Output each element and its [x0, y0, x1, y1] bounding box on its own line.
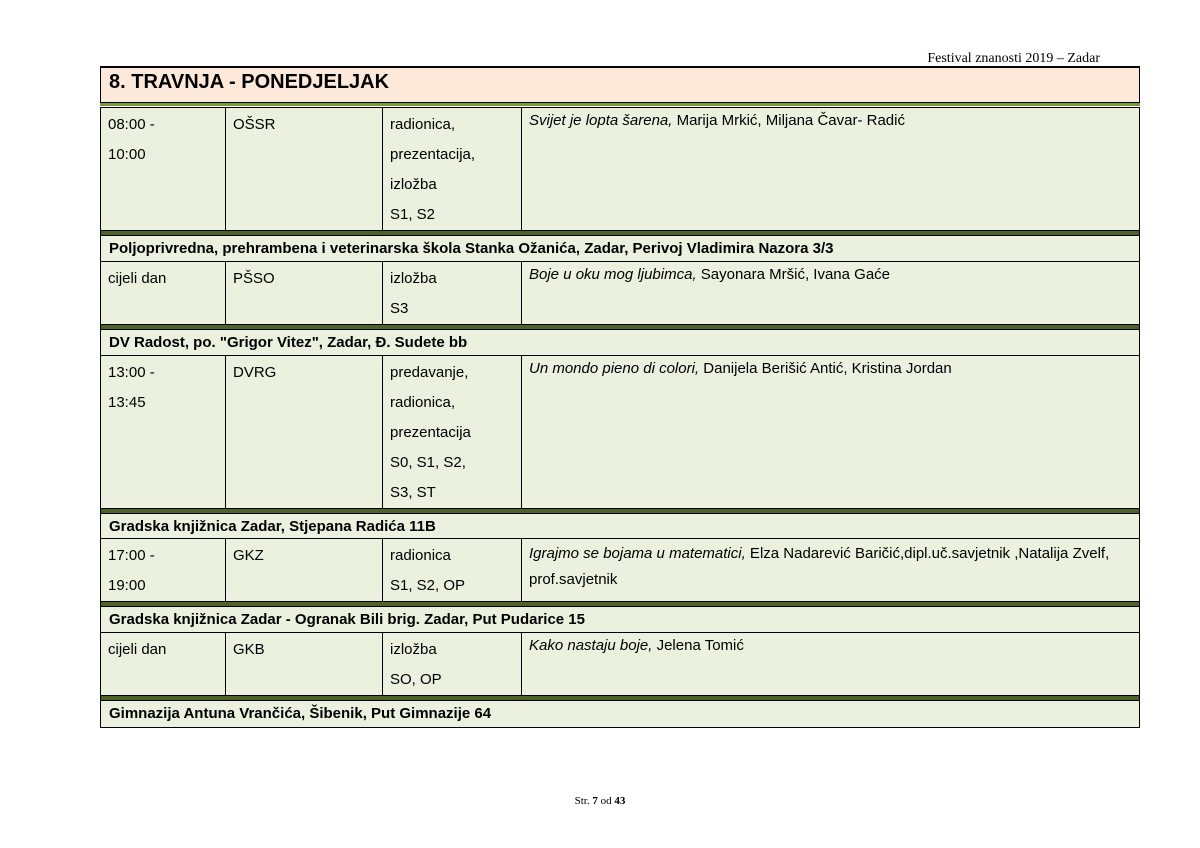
event-title: Boje u oku mog ljubimca,	[529, 266, 697, 283]
venue-heading: Gimnazija Antuna Vrančića, Šibenik, Put Gimnazije 64	[100, 700, 1140, 728]
footer-page-total: 43	[614, 795, 626, 807]
event-authors: Marija Mrkić, Miljana Čavar- Radić	[672, 112, 905, 129]
event-block-4	[100, 538, 1140, 634]
event-table	[100, 261, 1140, 325]
event-code: GKB	[226, 633, 383, 696]
time-line: 17:00 -	[108, 547, 155, 564]
time-line: 10:00	[108, 146, 146, 163]
type-line: prezentacija	[390, 424, 471, 441]
event-title: Kako nastaju boje,	[529, 637, 653, 654]
type-line: izložba	[390, 641, 437, 658]
table-row	[101, 262, 1140, 325]
time-line: cijeli dan	[108, 270, 167, 287]
event-table	[100, 538, 1140, 602]
footer-page-number: 7	[592, 795, 598, 807]
type-line: S1, S2	[390, 206, 436, 223]
event-time	[101, 633, 226, 696]
table-row	[101, 108, 1140, 231]
event-description	[522, 108, 1140, 231]
event-code: OŠSR	[226, 108, 383, 231]
type-line: S3	[390, 300, 409, 317]
event-table	[100, 107, 1140, 231]
event-table	[100, 632, 1140, 696]
type-line: radionica,	[390, 116, 456, 133]
day-title-shadow	[100, 103, 1140, 106]
time-line: cijeli dan	[108, 641, 167, 658]
event-code: DVRG	[226, 356, 383, 509]
type-line: S3, ST	[390, 484, 436, 501]
event-block-2	[100, 261, 1140, 357]
event-type	[383, 262, 522, 325]
event-authors: Danijela Berišić Antić, Kristina Jordan	[699, 360, 952, 377]
event-authors: Jelena Tomić	[652, 637, 744, 654]
event-description	[522, 633, 1140, 696]
venue-heading: Gradska knjižnica Zadar - Ogranak Bili brig. Zadar, Put Pudarice 15	[100, 606, 1140, 634]
page-footer	[0, 795, 1200, 807]
event-time	[101, 356, 226, 509]
event-type	[383, 633, 522, 696]
event-table	[100, 355, 1140, 509]
type-line: prezentacija,	[390, 146, 476, 163]
event-time	[101, 262, 226, 325]
event-type	[383, 108, 522, 231]
event-title: Igrajmo se bojama u matematici,	[529, 545, 746, 562]
event-time	[101, 539, 226, 602]
event-title: Svijet je lopta šarena,	[529, 112, 673, 129]
type-line: radionica	[390, 547, 451, 564]
type-line: S0, S1, S2,	[390, 454, 466, 471]
event-authors-cont: prof.savjetnik	[529, 571, 618, 588]
event-type	[383, 356, 522, 509]
event-authors: Elza Nadarević Baričić,dipl.uč.savjetnik ,Natalija Zvelf,	[745, 545, 1110, 562]
event-description	[522, 539, 1140, 602]
event-code: GKZ	[226, 539, 383, 602]
type-line: izložba	[390, 270, 437, 287]
venue-heading: Poljoprivredna, prehrambena i veterinarska škola Stanka Ožanića, Zadar, Perivoj Vladimira Nazora 3/3	[100, 235, 1140, 263]
event-type	[383, 539, 522, 602]
time-line: 08:00 -	[108, 116, 155, 133]
time-line: 13:45	[108, 394, 146, 411]
venue-heading: DV Radost, po. "Grigor Vitez", Zadar, Đ. Sudete bb	[100, 329, 1140, 357]
header-festival-title: Festival znanosti 2019 – Zadar	[927, 51, 1100, 66]
event-block-5	[100, 632, 1140, 728]
type-line: radionica,	[390, 394, 456, 411]
event-title: Un mondo pieno di colori,	[529, 360, 700, 377]
table-row	[101, 356, 1140, 509]
footer-prefix: Str.	[574, 795, 593, 807]
event-block-3	[100, 355, 1140, 541]
type-line: izložba	[390, 176, 437, 193]
venue-heading: Gradska knjižnica Zadar, Stjepana Radića 11B	[100, 513, 1140, 541]
time-line: 13:00 -	[108, 364, 155, 381]
day-title: 8. TRAVNJA - PONEDJELJAK	[100, 67, 1140, 103]
event-code: PŠSO	[226, 262, 383, 325]
time-line: 19:00	[108, 577, 146, 594]
footer-mid: od	[597, 795, 615, 807]
table-row	[101, 539, 1140, 602]
event-block-1	[100, 107, 1140, 263]
event-authors: Sayonara Mršić, Ivana Gaće	[696, 266, 891, 283]
event-time	[101, 108, 226, 231]
type-line: SO, OP	[390, 671, 442, 688]
type-line: S1, S2, OP	[390, 577, 466, 594]
event-description	[522, 356, 1140, 509]
event-description	[522, 262, 1140, 325]
type-line: predavanje,	[390, 364, 469, 381]
table-row	[101, 633, 1140, 696]
